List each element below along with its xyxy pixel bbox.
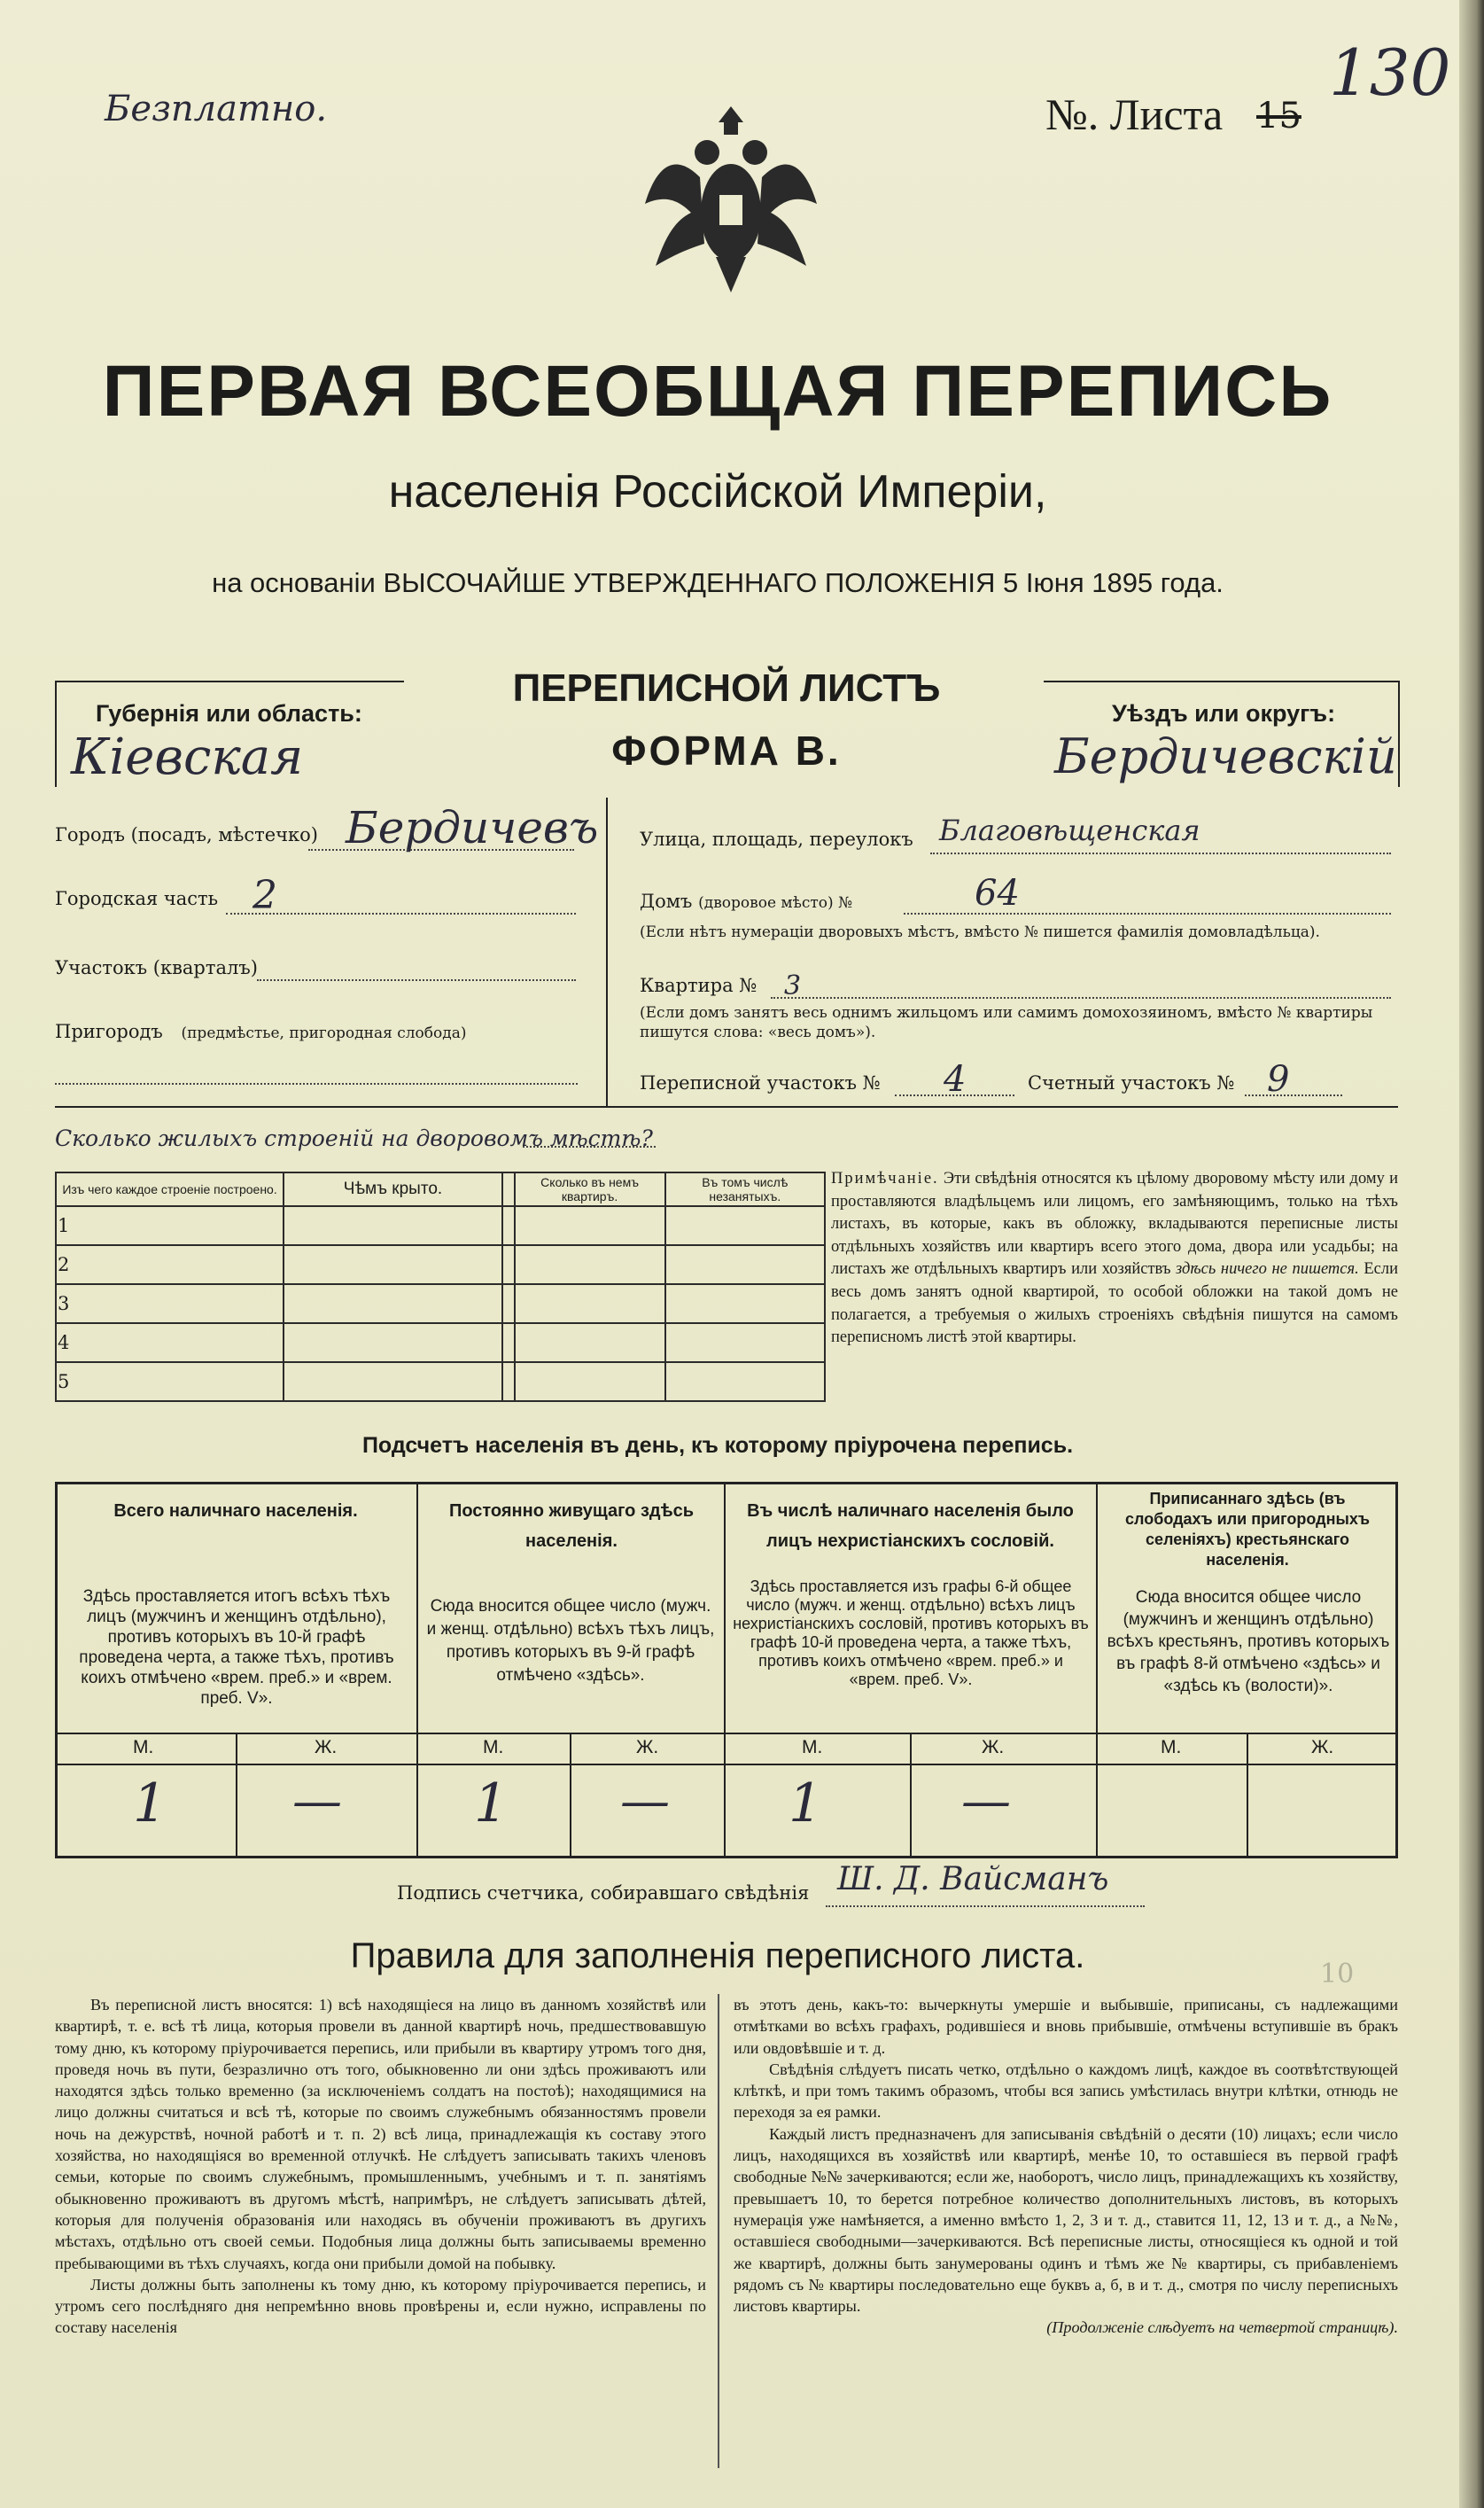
buildings-col-vacant: Въ томъ числѣ незанятыхъ. bbox=[665, 1172, 825, 1206]
count-area-line bbox=[1245, 1094, 1342, 1096]
rules-right-p1: въ этотъ день, какъ-то: вычеркнуты умершіе и выбывшіе, приписаны, съ надлежащими отмѣтками во всѣхъ графахъ, родившіеся и вновь прибывшіе, отмѣчены вступившіе въ бракъ или овдовѣвшіе и т. д. bbox=[734, 1996, 1398, 2057]
summary-col3-desc: Здѣсь проставляется изъ графы 6-й общее число (мужч. и женщ. отдѣльно) всѣхъ лицъ нехристіанскихъ сословій, противъ которыхъ въ графѣ 10-й проведена черта, а также тѣхъ, противъ коихъ отмѣчено «врем. преб.» и «врем. преб. V». bbox=[733, 1577, 1089, 1688]
sheet-number-crossed: 15 bbox=[1256, 96, 1301, 136]
buildings-row bbox=[56, 1323, 825, 1362]
summary-divider-h bbox=[55, 1764, 1398, 1765]
signature-value: Ш. Д. Вайсманъ bbox=[837, 1861, 1109, 1897]
buildings-row-number: 4 bbox=[56, 1323, 284, 1362]
buildings-row bbox=[56, 1245, 825, 1284]
summary-col4-desc: Сюда вносится общее число (мужчинъ и женщинъ отдѣльно) всѣхъ крестьянъ, противъ которыхъ въ графѣ 8-й отмѣчено «здѣсь» и «здѣсь къ (волости)». bbox=[1107, 1588, 1390, 1695]
signature-label: Подпись счетчика, собиравшаго свѣдѣнія bbox=[397, 1882, 810, 1904]
summary-divider bbox=[724, 1482, 726, 1858]
summary-f-label: Ж. bbox=[636, 1737, 659, 1757]
page-edge bbox=[1459, 0, 1484, 2508]
buildings-col-roof: Чѣмъ крыто. bbox=[284, 1172, 502, 1206]
apt-value: 3 bbox=[784, 970, 802, 1001]
note-emphasis: здѣсь ничего не пишется. bbox=[1176, 1260, 1359, 1279]
section-divider bbox=[55, 1106, 1398, 1108]
summary-m-label: М. bbox=[1161, 1737, 1182, 1757]
buildings-row-number: 3 bbox=[56, 1284, 284, 1323]
part-line bbox=[226, 913, 576, 915]
summary-col1-f-value: — bbox=[292, 1772, 342, 1830]
buildings-col-apartments: Сколько въ немъ квартиръ. bbox=[515, 1172, 665, 1206]
street-value: Благовѣщенская bbox=[939, 814, 1200, 847]
guberniya-label: Губернія или область: bbox=[96, 700, 362, 727]
summary-col1-head: Всего наличнаго населенія. bbox=[113, 1501, 358, 1521]
house-value: 64 bbox=[975, 873, 1020, 914]
summary-divider bbox=[1096, 1482, 1098, 1858]
rules-continuation: (Продолженіе слѣдуетъ на четвертой страницѣ). bbox=[1046, 2318, 1398, 2337]
summary-col2-desc: Сюда вносится общее число (мужч. и женщ. отдѣльно) всѣхъ тѣхъ лицъ, противъ которыхъ въ 9-й графѣ отмѣчено «здѣсь». bbox=[426, 1597, 715, 1685]
buildings-row-number: 1 bbox=[56, 1206, 284, 1245]
suburb-label: Пригородъ bbox=[55, 1021, 163, 1042]
sheet-number-label: №. Листа bbox=[1045, 90, 1224, 139]
part-label: Городская часть bbox=[55, 888, 219, 909]
summary-f-label: Ж. bbox=[315, 1737, 338, 1757]
count-area-label: Счетный участокъ № bbox=[1028, 1072, 1235, 1094]
summary-divider-mf bbox=[236, 1733, 237, 1858]
uezd-value: Бердичевскій bbox=[1054, 728, 1397, 784]
note-text bbox=[831, 1168, 1398, 1350]
summary-col3-head: Въ числѣ наличнаго населенія было лицъ нехристіанскихъ сословій. bbox=[747, 1501, 1074, 1551]
note-body-end: Если весь домъ занятъ одной квартирой, то особой обложки на такой домъ не полагается, а требуемыя о жилыхъ строеніяхъ свѣдѣнія пишутся на самомъ переписномъ листѣ этой квартиры. bbox=[831, 1260, 1398, 1347]
count-area-value: 9 bbox=[1267, 1059, 1290, 1100]
summary-divider-h bbox=[55, 1733, 1398, 1734]
summary-col2-head: Постоянно живущаго здѣсь населенія. bbox=[448, 1501, 695, 1551]
column-divider bbox=[606, 798, 608, 1108]
summary-divider-mf bbox=[570, 1733, 571, 1858]
part-value: 2 bbox=[253, 873, 277, 918]
sheet-number-handwritten: 130 bbox=[1329, 35, 1451, 110]
buildings-question: Сколько жилыхъ строеній на дворовомъ мѣстѣ? bbox=[55, 1125, 653, 1151]
buildings-table bbox=[55, 1172, 826, 1402]
form-label: ФОРМА В. bbox=[611, 728, 842, 774]
apt-label: Квартира № bbox=[640, 975, 758, 996]
form-title: ПЕРЕПИСНОЙ ЛИСТЪ bbox=[512, 666, 941, 710]
suburb-line bbox=[55, 1083, 578, 1085]
census-area-label: Переписной участокъ № bbox=[640, 1072, 881, 1094]
buildings-row-number: 5 bbox=[56, 1362, 284, 1401]
summary-col1-m-value: 1 bbox=[133, 1772, 167, 1834]
summary-f-label: Ж. bbox=[1311, 1737, 1334, 1757]
suburb-note: (предмѣстье, пригородная слобода) bbox=[181, 1024, 467, 1042]
summary-m-label: М. bbox=[802, 1737, 823, 1757]
house-note: (дворовое мѣсто) № bbox=[698, 894, 853, 912]
buildings-col-material: Изъ чего каждое строеніе построено. bbox=[56, 1172, 284, 1206]
street-line bbox=[930, 853, 1391, 854]
note-body: Эти свѣдѣнія относятся къ цѣлому дворовому мѣсту или дому и проставляются владѣльцемъ или лицомъ, его замѣняющимъ, только на тѣхъ листахъ, въ которые, какъ въ обложку, вкладываются переписные листы отдѣльныхъ хозяйствъ или квартиръ всего этого дома, двора или усадьбы; на листахъ же отдѣльныхъ квартиръ или хозяйствъ bbox=[831, 1170, 1398, 1279]
summary-divider bbox=[416, 1482, 418, 1858]
house-label: Домъ bbox=[640, 891, 693, 912]
census-area-line bbox=[895, 1094, 1014, 1096]
rules-divider bbox=[718, 1994, 719, 2468]
buildings-question-line bbox=[523, 1146, 656, 1148]
apt-line bbox=[771, 997, 1391, 999]
city-label: Городъ (посадъ, мѣстечко) bbox=[55, 824, 319, 845]
city-line bbox=[308, 849, 574, 851]
buildings-row-number: 2 bbox=[56, 1245, 284, 1284]
house-line bbox=[904, 913, 1391, 915]
rules-left-column bbox=[55, 1994, 706, 2339]
summary-f-label: Ж. bbox=[982, 1737, 1005, 1757]
buildings-row bbox=[56, 1362, 825, 1401]
rules-right-p2: Свѣдѣнія слѣдуетъ писать четко, отдѣльно о каждомъ лицѣ, каждое въ соотвѣтствующей клѣткѣ, и при томъ такимъ образомъ, чтобы вся запись умѣстилась внутри клѣтки, отнюдь не переходя за ея рамки. bbox=[734, 2060, 1398, 2122]
guberniya-value: Кіевская bbox=[71, 728, 304, 786]
uezd-label: Уѣздъ или округъ: bbox=[1112, 700, 1336, 727]
census-area-value: 4 bbox=[944, 1059, 967, 1100]
city-value: Бердичевъ bbox=[346, 802, 599, 853]
house-field bbox=[640, 891, 852, 912]
page-subtitle: населенія Россійской Имперіи, bbox=[388, 466, 1047, 518]
page-title: ПЕРВАЯ ВСЕОБЩАЯ ПЕРЕПИСЬ bbox=[102, 351, 1333, 432]
buildings-row bbox=[56, 1206, 825, 1245]
buildings-row bbox=[56, 1284, 825, 1323]
rules-left-p1: Въ переписной листъ вносятся: 1) всѣ находящіеся на лицо въ данномъ хозяйствѣ или квартирѣ, т. е. всѣ тѣ лица, которыя провели въ данной квартирѣ ночь, предшествовавшую тому дню, къ которому пріурочивается перепись, или прибыли въ квартиру утромъ того дня, проведя ночь въ пути, безразлично отъ того, обыкновенно ли они здѣсь проживаютъ или находятся здѣсь только временно (за исключеніемъ солдатъ на постоѣ); находящимися на лицо должны считаться и всѣ тѣ, которые по своимъ служебнымъ обязанностямъ провели ночь на дежурствѣ, ночной работѣ и т. п. 2) всѣ лица, принадлежащія къ составу этого хозяйства, но находящіяся во временной отлучкѣ. Не слѣдуетъ записывать такихъ членовъ семьи, которые по своимъ служебнымъ, промышленнымъ, учебнымъ и т. п. занятіямъ обыкновенно проживаютъ въ другомъ мѣстѣ, напримѣръ, не слѣдуетъ записывать дѣтей, которыя для полученія образованія или находясь въ обученіи проживаютъ въ другихъ мѣстахъ, отдѣльно отъ своей семьи. Подобныя лица должны быть записываемы временно пребывающими въ тѣхъ случаяхъ, когда они прибыли домой на побывку. bbox=[55, 1996, 706, 2272]
summary-col2-m-value: 1 bbox=[474, 1772, 509, 1834]
house-hint: (Если нѣтъ нумераціи дворовыхъ мѣстъ, вмѣсто № пишется фамилія домовладѣльца). bbox=[640, 923, 1320, 941]
legal-basis: на основаніи ВЫСОЧАЙШЕ УТВЕРЖДЕННАГО ПОЛОЖЕНІЯ 5 Іюня 1895 года. bbox=[212, 567, 1224, 598]
summary-col2-f-value: — bbox=[620, 1772, 670, 1830]
summary-m-label: М. bbox=[133, 1737, 154, 1757]
summary-divider-mf bbox=[910, 1733, 912, 1858]
suburb-field bbox=[55, 1021, 467, 1042]
rules-left-p2: Листы должны быть заполнены къ тому дню, къ которому пріурочивается перепись, и утромъ сего послѣдняго дня непремѣнно вновь провѣрены и, если нужно, исправлены по составу населенія bbox=[55, 2275, 706, 2337]
apt-hint: (Если домъ занятъ весь однимъ жильцомъ или самимъ домохозяиномъ, вмѣсто № квартиры пишутся слова: «весь домъ»). bbox=[640, 1004, 1373, 1041]
rules-title: Правила для заполненія переписного листа. bbox=[350, 1936, 1085, 1975]
note-heading: Примѣчаніе. bbox=[831, 1170, 939, 1188]
free-label: Безплатно. bbox=[105, 89, 328, 129]
signature-line bbox=[826, 1905, 1145, 1907]
summary-col4-head: Приписаннаго здѣсь (въ слободахъ или пригородныхъ селеніяхъ) крестьянскаго населенія. bbox=[1125, 1490, 1370, 1569]
city-field bbox=[55, 824, 318, 845]
rules-right-column bbox=[734, 1994, 1398, 2339]
buildings-col-gap bbox=[502, 1172, 515, 1206]
district-line bbox=[257, 979, 576, 981]
margin-mark: 10 bbox=[1320, 1959, 1355, 1990]
summary-title: Подсчетъ населенія въ день, къ которому пріурочена перепись. bbox=[361, 1433, 1074, 1458]
summary-col1-desc: Здѣсь проставляется итогъ всѣхъ тѣхъ лицъ (мужчинъ и женщинъ отдѣльно), противъ которыхъ въ 10-й графѣ проведена черта, а также тѣхъ, противъ коихъ отмѣчено «врем. преб.» и «врем. преб. V». bbox=[79, 1587, 394, 1708]
imperial-eagle-emblem bbox=[638, 89, 824, 301]
rules-right-p3: Каждый листъ предназначенъ для записыванія свѣдѣній о десяти (10) лицахъ; если число лицъ, находящихся въ хозяйствѣ или квартирѣ, менѣе 10, то оставшіеся въ первой графѣ свободные №№ зачеркиваются; если же, наоборотъ, число лицъ, принадлежащихъ къ хозяйству, превышаетъ 10, то берется потребное количество дополнительныхъ листовъ, въ которыхъ нумерація уже намѣняется, а именно вмѣсто 1, 2, 3 и т. д., ставится 11, 12, 13 и т. д., а №№, оставшіеся свободными—зачеркиваются. Всѣ переписные листы, относящіеся къ одной и той же квартирѣ, должны быть занумерованы одинъ и тѣмъ же № квартиры, съ прибавленіемъ рядомъ съ № квартиры последовательно еще буквъ а, б, в и т. д., смотря по числу переписныхъ листовъ квартиры. bbox=[734, 2124, 1398, 2316]
street-label: Улица, площадь, переулокъ bbox=[640, 829, 913, 850]
district-label: Участокъ (кварталъ) bbox=[55, 957, 258, 978]
summary-col3-m-value: 1 bbox=[789, 1772, 823, 1834]
summary-m-label: М. bbox=[483, 1737, 504, 1757]
summary-divider-mf bbox=[1247, 1733, 1248, 1858]
summary-col3-f-value: — bbox=[961, 1772, 1011, 1830]
